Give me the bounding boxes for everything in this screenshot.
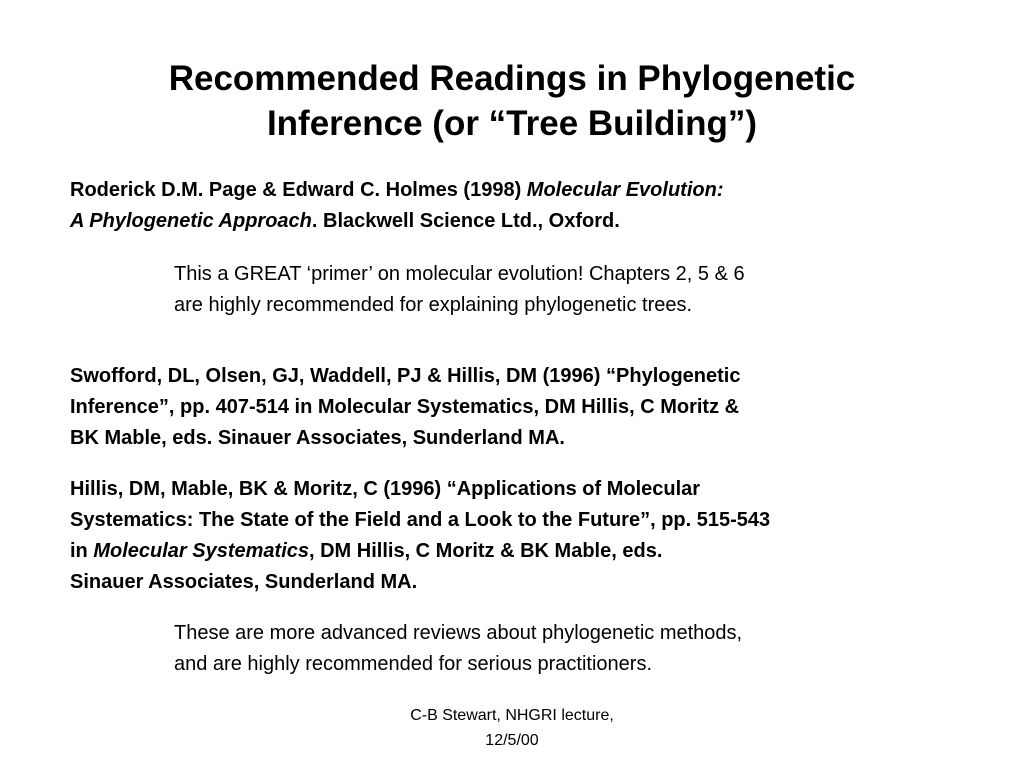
reference-swofford <box>70 361 741 454</box>
reference-book-title: Molecular Systematics <box>93 540 309 562</box>
note-line: and are highly recommended for serious practitioners. <box>174 653 653 675</box>
slide-title-line-2: Inference (or “Tree Building”) <box>266 104 758 143</box>
slide-footer <box>362 703 662 753</box>
note-line: This a GREAT ‘primer’ on molecular evolution! Chapters 2, 5 & 6 <box>174 263 745 285</box>
slide-title <box>0 56 1024 146</box>
footer-line-1: C-B Stewart, NHGRI lecture, <box>410 707 614 724</box>
reference-line: Swofford, DL, Olsen, GJ, Waddell, PJ & Hillis, DM (1996) “Phylogenetic <box>70 365 741 387</box>
reference-line <box>70 536 770 567</box>
note-advanced <box>174 618 742 680</box>
reference-publisher: . Blackwell Science Ltd., Oxford. <box>311 210 620 232</box>
reference-line: Hillis, DM, Mable, BK & Moritz, C (1996) “Applications of Molecular <box>70 478 701 500</box>
reference-line <box>70 206 723 237</box>
footer-line-2: 12/5/00 <box>485 732 539 749</box>
reference-authors: Roderick D.M. Page & Edward C. Holmes (1998) <box>70 179 527 201</box>
reference-editors: , DM Hillis, C Moritz & BK Mable, eds. <box>309 540 663 562</box>
reference-book-title: Molecular Evolution: <box>526 179 724 201</box>
reference-prefix: in <box>70 540 94 562</box>
reference-line: Sinauer Associates, Sunderland MA. <box>70 571 418 593</box>
note-line: These are more advanced reviews about phylogenetic methods, <box>174 622 743 644</box>
reference-line: Systematics: The State of the Field and a Look to the Future”, pp. 515-543 <box>70 509 771 531</box>
note-primer <box>174 259 745 321</box>
reference-line: BK Mable, eds. Sinauer Associates, Sunderland MA. <box>70 427 565 449</box>
slide-title-line-1: Recommended Readings in Phylogenetic <box>168 59 856 98</box>
reference-book-subtitle: A Phylogenetic Approach <box>70 210 312 232</box>
reference-line: Inference”, pp. 407-514 in Molecular Systematics, DM Hillis, C Moritz & <box>70 396 740 418</box>
reference-page-holmes <box>70 175 723 237</box>
reference-line <box>70 175 723 206</box>
note-line: are highly recommended for explaining phylogenetic trees. <box>174 294 693 316</box>
reference-hillis <box>70 474 770 598</box>
